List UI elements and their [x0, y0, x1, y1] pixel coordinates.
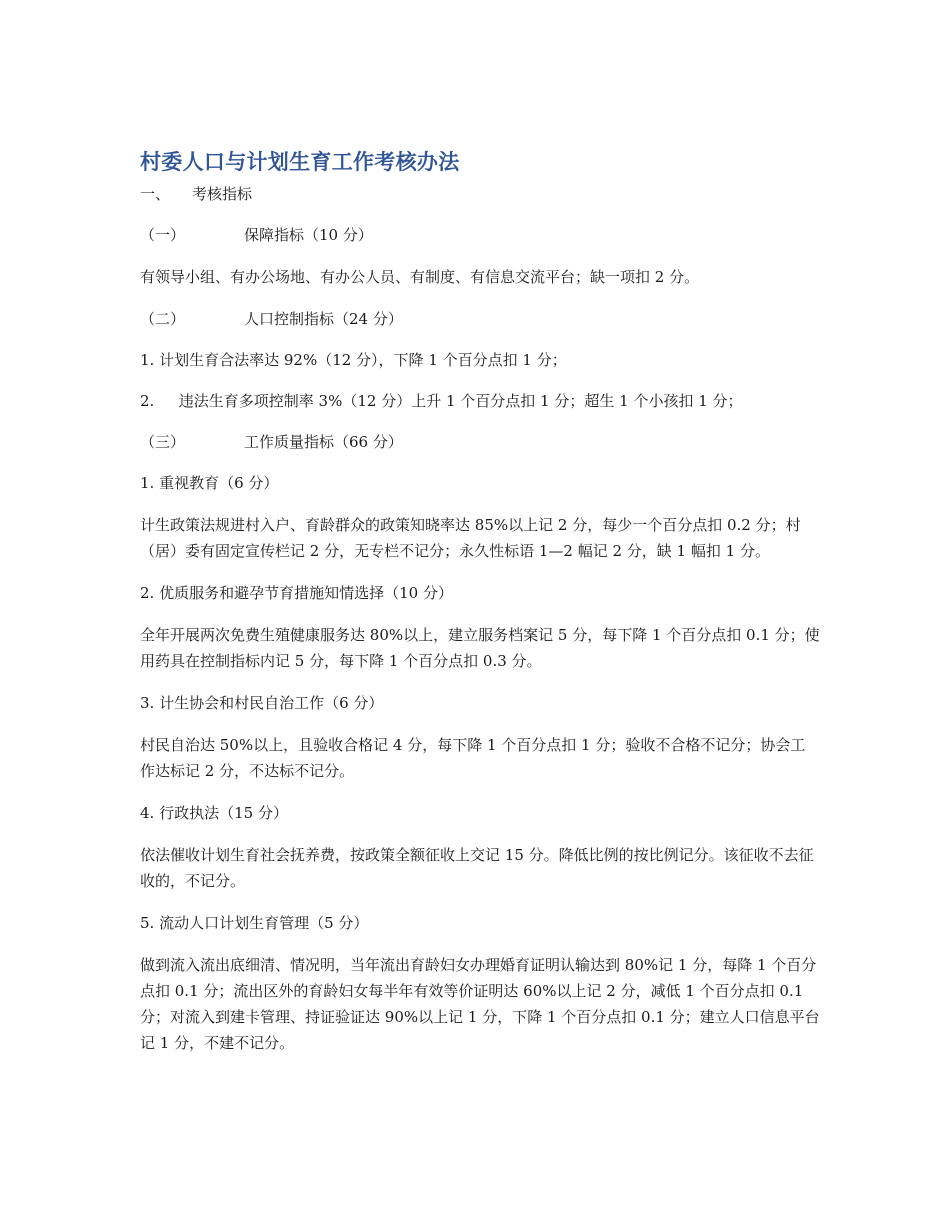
- quality-heading-service: [140, 581, 820, 605]
- quality-heading-floating-population: [140, 911, 820, 935]
- section-label: 考核指标: [192, 185, 253, 203]
- item-text: 计生协会和村民自治工作（6 分）: [159, 694, 384, 712]
- item-number: 2.: [140, 584, 155, 602]
- subsection-label: 保障指标（10 分）: [244, 226, 373, 244]
- paragraph-association: 村民自治达 50%以上，且验收合格记 4 分，每下降 1 个百分点扣 1 分；验收不合格不记分；协会工作达标记 2 分，不达标不记分。: [140, 736, 806, 780]
- item-number: 4.: [140, 804, 155, 822]
- paragraph-service: 全年开展两次免费生殖健康服务达 80%以上，建立服务档案记 5 分，每下降 1 个百分点扣 0.1 分；使用药具在控制指标内记 5 分，每下降 1 个百分点扣 0.3 分。: [140, 626, 820, 670]
- item-number: 1.: [140, 351, 155, 369]
- subsection-heading-2: [140, 307, 820, 331]
- subsection-label: 人口控制指标（24 分）: [244, 310, 403, 328]
- section-heading-1: [140, 182, 820, 206]
- item-text: 重视教育（6 分）: [159, 474, 279, 492]
- item-text: 行政执法（15 分）: [159, 804, 288, 822]
- paragraph-guarantee: 有领导小组、有办公场地、有办公人员、有制度、有信息交流平台；缺一项扣 2 分。: [140, 268, 700, 286]
- list-item-violation-rate: [140, 389, 820, 413]
- item-number: 5.: [140, 914, 155, 932]
- item-number: 3.: [140, 694, 155, 712]
- subsection-label: 工作质量指标（66 分）: [244, 433, 403, 451]
- item-text: 违法生育多项控制率 3%（12 分）上升 1 个百分点扣 1 分；超生 1 个小孩扣 1 分；: [178, 392, 743, 410]
- subsection-heading-1: [140, 223, 820, 247]
- quality-heading-education: [140, 471, 820, 495]
- subsection-number: （二）: [140, 310, 186, 328]
- paragraph-education: 计生政策法规进村入户、育龄群众的政策知晓率达 85%以上记 2 分，每少一个百分点扣 0.2 分；村（居）委有固定宣传栏记 2 分，无专栏不记分；永久性标语 1—2 幅记 2 分，缺 1 幅扣 1 分。: [140, 516, 801, 560]
- quality-heading-enforcement: [140, 801, 820, 825]
- paragraph-floating-population: 做到流入流出底细清、情况明，当年流出育龄妇女办理婚育证明认输达到 80%记 1 分，每降 1 个百分点扣 0.1 分；流出区外的育龄妇女每半年有效等价证明达 60%以上记 2 分，减低 1 个百分点扣 0.1 分；对流入到建卡管理、持证验证达 90%以上记 1 分，下降 1 个百分点扣 0.1 分；建立人口信息平台记 1 分，不建不记分。: [140, 956, 820, 1052]
- subsection-number: （三）: [140, 433, 186, 451]
- section-number: 一、: [140, 185, 171, 203]
- document-title: 村委人口与计划生育工作考核办法: [140, 150, 460, 174]
- list-item-legal-rate: [140, 348, 820, 372]
- item-text: 计划生育合法率达 92%（12 分），下降 1 个百分点扣 1 分；: [159, 351, 567, 369]
- item-number: 1.: [140, 474, 155, 492]
- item-text: 优质服务和避孕节育措施知情选择（10 分）: [159, 584, 453, 602]
- paragraph-enforcement: 依法催收计划生育社会抚养费，按政策全额征收上交记 15 分。降低比例的按比例记分。该征收不去征收的，不记分。: [140, 846, 814, 890]
- quality-heading-association: [140, 691, 820, 715]
- subsection-number: （一）: [140, 226, 186, 244]
- document-page: [140, 146, 820, 1056]
- item-number: 2.: [140, 392, 155, 410]
- subsection-heading-3: [140, 430, 820, 454]
- item-text: 流动人口计划生育管理（5 分）: [159, 914, 369, 932]
